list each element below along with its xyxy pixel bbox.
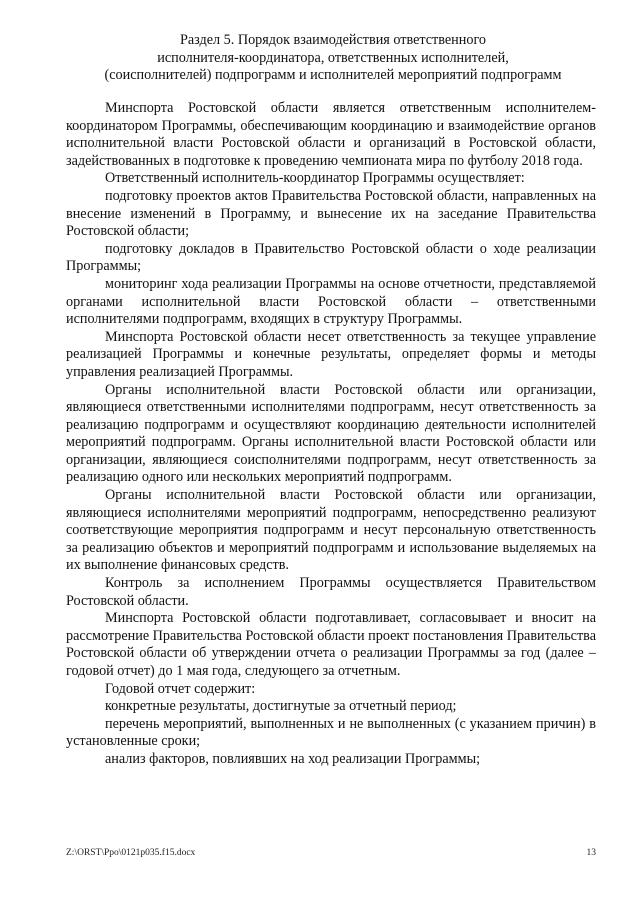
- body-paragraph: Минспорта Ростовской области является ответственным исполнителем-координатором Программы, обеспечивающим координацию и взаимодействие органов исполнительной власти Ростовской области и организаций в Ростовской области, задействованных в подготовке к проведению чемпионата мира по футболу 2018 года.: [66, 100, 596, 169]
- body-paragraph: подготовку докладов в Правительство Ростовской области о ходе реализации Программы;: [66, 240, 596, 275]
- body-paragraph: подготовку проектов актов Правительства Ростовской области, направленных на внесение изменений в Программу, и вынесение их на заседание Правительства Ростовской области;: [66, 187, 596, 240]
- body-paragraph: Минспорта Ростовской области подготавливает, согласовывает и вносит на рассмотрение Правительства Ростовской области проект постановления Правительства Ростовской области об утверждении отчета о реализации Программы за год (далее – годовой отчет) до 1 мая года, следующего за отчетным.: [66, 610, 596, 679]
- section-heading-line: (соисполнителей) подпрограмм и исполнителей мероприятий подпрограмм: [104, 67, 562, 83]
- body-paragraph: перечень мероприятий, выполненных и не выполненных (с указанием причин) в установленные сроки;: [66, 715, 596, 750]
- section-heading: [66, 32, 600, 85]
- body-paragraph: анализ факторов, повлиявших на ход реализации Программы;: [105, 750, 481, 767]
- body-paragraph: Годовой отчет содержит:: [105, 680, 256, 697]
- footer-file-path: Z:\ORST\Ppo\0121p035.f15.docx: [66, 848, 196, 858]
- document-body: [66, 100, 596, 769]
- body-paragraph: Минспорта Ростовской области несет ответственность за текущее управление реализацией Программы и конечные результаты, определяет формы и методы управления реализацией Программы.: [66, 328, 596, 380]
- footer-page-number: 13: [586, 848, 596, 858]
- body-paragraph: Органы исполнительной власти Ростовской области или организации, являющиеся исполнителями мероприятий подпрограмм, непосредственно реализуют соответствующие мероприятия подпрограмм и несут персональную ответственность за реализацию объектов и мероприятий подпрограмм и использование выделяемых на их выполнение финансовых средств.: [66, 487, 596, 574]
- body-paragraph: мониторинг хода реализации Программы на основе отчетности, представляемой органами исполнительной власти Ростовской области – ответственными исполнителями подпрограмм, входящих в структуру Программы.: [66, 275, 596, 328]
- body-paragraph: Ответственный исполнитель-координатор Программы осуществляет:: [105, 170, 525, 187]
- section-heading-line: Раздел 5. Порядок взаимодействия ответственного: [179, 32, 487, 48]
- body-paragraph: конкретные результаты, достигнутые за отчетный период;: [105, 698, 457, 715]
- body-paragraph: Органы исполнительной власти Ростовской области или организации, являющиеся ответственными исполнителями подпрограмм, несут ответственность за реализацию подпрограмм и осуществляют координацию деятельности исполнителей мероприятий подпрограмм. Органы исполнительной власти Ростовской области или организации, являющиеся соисполнителями подпрограмм, несут ответственность за реализацию одного или нескольких мероприятий подпрограмм.: [66, 381, 596, 486]
- body-paragraph: Контроль за исполнением Программы осуществляется Правительством Ростовской области.: [66, 575, 596, 609]
- section-heading-line: исполнителя-координатора, ответственных исполнителей,: [157, 49, 509, 66]
